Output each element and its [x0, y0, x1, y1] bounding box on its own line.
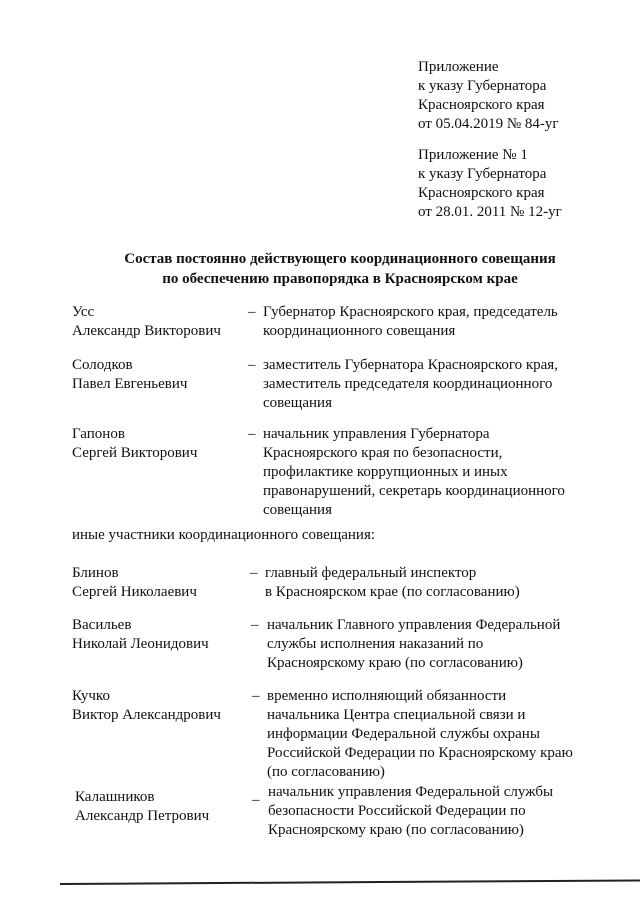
annex-line: к указу Губернатора: [418, 166, 547, 182]
dash-separator: –: [251, 617, 259, 633]
member-given-name: Сергей Викторович: [72, 445, 198, 461]
annex-stamp-original: [418, 146, 618, 222]
dash-separator: –: [248, 304, 256, 320]
annex-line: от 28.01. 2011 № 12-уг: [418, 204, 562, 220]
member-surname: Усс: [72, 304, 95, 320]
member-name: [72, 687, 242, 725]
member-role: начальник управления Губернатора Красноярского края по безопасности, профилактике коррупционных и иных правонарушений, секретарь координационного совещания: [263, 426, 565, 518]
member-surname: Солодков: [72, 357, 133, 373]
member-given-name: Павел Евгеньевич: [72, 376, 188, 392]
annex-line: от 05.04.2019 № 84-уг: [418, 116, 559, 132]
member-role: Губернатор Красноярского края, председатель координационного совещания: [263, 304, 558, 339]
annex-line: Приложение: [418, 59, 499, 75]
dash-separator: –: [252, 688, 260, 704]
member-surname: Кучко: [72, 688, 110, 704]
annex-line: Красноярского края: [418, 185, 545, 201]
member-name: [72, 616, 242, 654]
member-name: [72, 425, 242, 463]
title-line: по обеспечению правопорядка в Красноярском крае: [162, 271, 518, 287]
annex-line: к указу Губернатора: [418, 78, 547, 94]
member-role: главный федеральный инспектор в Красноярском крае (по согласованию): [265, 565, 520, 600]
title-line: Состав постоянно действующего координационного совещания: [124, 251, 556, 267]
annex-stamp-current: [418, 58, 618, 134]
member-surname: Васильев: [72, 617, 132, 633]
dash-separator: –: [250, 565, 258, 581]
dash-separator: _: [252, 787, 260, 803]
member-name: [75, 788, 245, 826]
other-participants-heading: иные участники координационного совещания:: [72, 527, 376, 543]
member-role: начальник Главного управления Федеральной службы исполнения наказаний по Красноярскому краю (по согласованию): [267, 617, 561, 671]
dash-separator: –: [248, 357, 256, 373]
member-surname: Калашников: [75, 789, 155, 805]
annex-line: Приложение № 1: [418, 147, 528, 163]
member-given-name: Виктор Александрович: [72, 707, 221, 723]
annex-line: Красноярского края: [418, 97, 545, 113]
dash-separator: –: [248, 426, 256, 442]
page-bottom-rule: [60, 879, 640, 885]
member-surname: Блинов: [72, 565, 119, 581]
member-role: временно исполняющий обязанности начальника Центра специальной связи и информации Федеральной службы охраны Российской Федерации по Красноярскому краю (по согласованию): [267, 688, 573, 780]
member-role: начальник управления Федеральной службы безопасности Российской Федерации по Красноярскому краю (по согласованию): [268, 784, 554, 838]
member-name: [72, 303, 242, 341]
member-given-name: Сергей Николаевич: [72, 584, 197, 600]
document-title: [60, 249, 620, 289]
member-name: [72, 356, 242, 394]
member-name: [72, 564, 242, 602]
member-role: заместитель Губернатора Красноярского края, заместитель председателя координационного совещания: [263, 357, 558, 411]
member-given-name: Александр Викторович: [72, 323, 221, 339]
member-surname: Гапонов: [72, 426, 125, 442]
member-given-name: Александр Петрович: [75, 808, 210, 824]
member-given-name: Николай Леонидович: [72, 636, 209, 652]
